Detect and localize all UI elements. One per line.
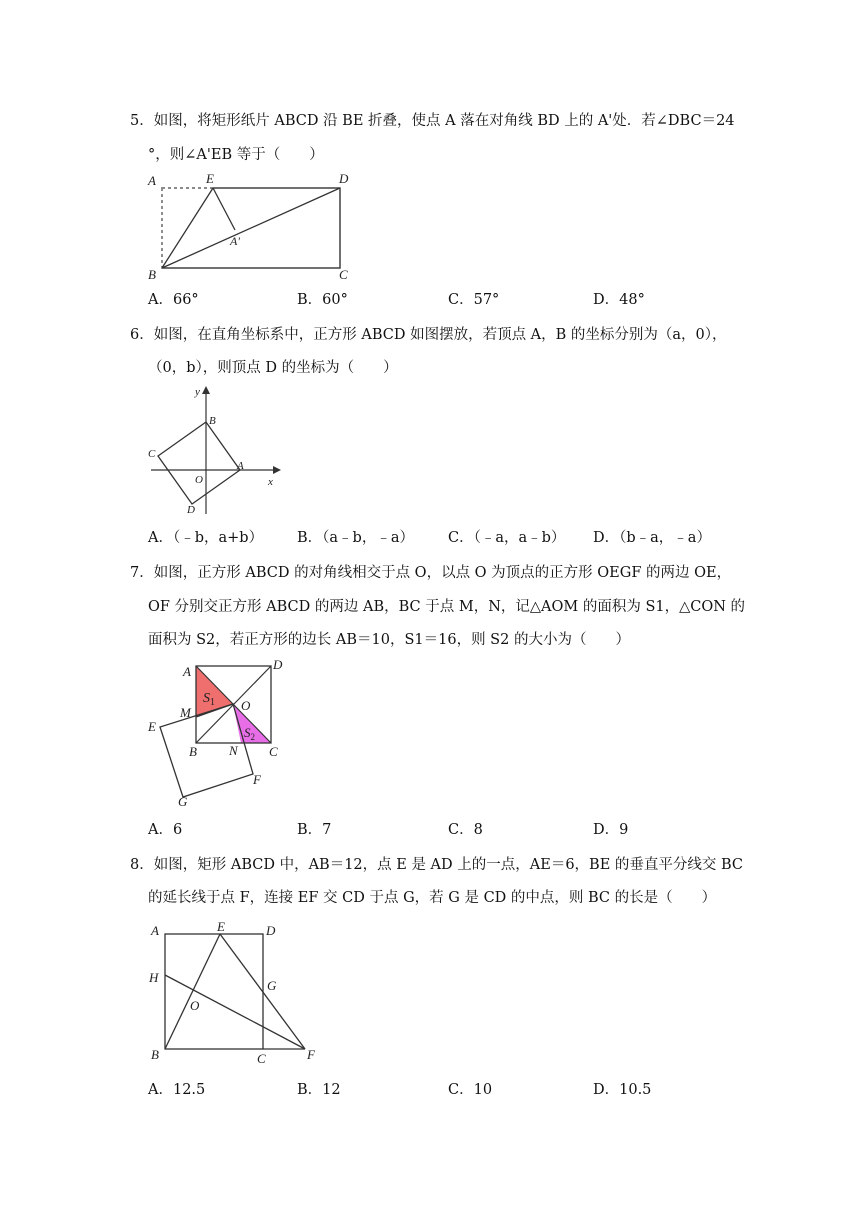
q8-option-c: C．10 bbox=[448, 1082, 493, 1098]
q5-label-E: E bbox=[206, 171, 214, 186]
q8-label-D: D bbox=[266, 923, 276, 938]
q7-label-O: O bbox=[241, 698, 251, 713]
q8-label-F: F bbox=[307, 1047, 315, 1062]
q5-text-line1: 如图，将矩形纸片 ABCD 沿 BE 折叠，使点 A 落在对角线 BD 上的 A'处．若∠DBC＝24 bbox=[153, 113, 735, 129]
q6-option-a: A．（﹣b，a+b） bbox=[148, 530, 264, 546]
q7-line1: 7．如图，正方形 ABCD 的对角线相交于点 O，以点 O 为顶点的正方形 OEGF 的两边 OE， bbox=[130, 565, 732, 581]
q6-figure bbox=[145, 382, 285, 517]
q6-text-line1: 如图，在直角坐标系中，正方形 ABCD 如图摆放，若顶点 A，B 的坐标分别为（a，0）， bbox=[153, 327, 727, 343]
q7-label-F: F bbox=[253, 772, 261, 787]
q7-label-C: C bbox=[269, 744, 278, 759]
q5-option-c: C．57° bbox=[448, 292, 500, 308]
q5-figure bbox=[145, 168, 365, 283]
q8-label-O: O bbox=[190, 998, 200, 1013]
q7-label-S2-sub: 2 bbox=[250, 732, 255, 742]
q6-line2: （0，b），则顶点 D 的坐标为（ ） bbox=[148, 360, 398, 376]
q5-label-D: D bbox=[339, 171, 349, 186]
q7-option-a: A．6 bbox=[148, 822, 183, 838]
q8-option-a: A．12.5 bbox=[148, 1082, 206, 1098]
q5-line2: °，则∠A'EB 等于（ ） bbox=[148, 147, 324, 163]
q5-label-B: B bbox=[148, 267, 156, 282]
q8-figure bbox=[145, 918, 340, 1066]
q7-text-line1: 如图，正方形 ABCD 的对角线相交于点 O，以点 O 为顶点的正方形 OEGF 的两边 OE， bbox=[153, 565, 732, 581]
q7-option-c: C．8 bbox=[448, 822, 483, 838]
q8-label-B: B bbox=[151, 1047, 159, 1062]
q7-label-N: N bbox=[229, 743, 238, 758]
q8-label-C: C bbox=[257, 1051, 266, 1066]
q8-text-line1: 如图，矩形 ABCD 中，AB＝12，点 E 是 AD 上的一点，AE＝6，BE 的垂直平分线交 BC bbox=[153, 857, 744, 873]
q7-label-S1-sub: 1 bbox=[210, 697, 215, 708]
q7-line3: 面积为 S2，若正方形的边长 AB＝10，S1＝16，则 S2 的大小为（ ） bbox=[148, 632, 630, 648]
q5-option-b: B．60° bbox=[297, 292, 348, 308]
q7-label-E: E bbox=[148, 719, 156, 734]
q8-line2: 的延长线于点 F，连接 EF 交 CD 于点 G，若 G 是 CD 的中点，则 BC 的长是（ ） bbox=[148, 890, 717, 906]
q5-label-C: C bbox=[339, 267, 348, 282]
q6-label-O: O bbox=[195, 474, 203, 486]
q5-label-Ap: A' bbox=[230, 234, 240, 248]
q6-label-A: A bbox=[237, 460, 244, 472]
q8-option-d: D．10.5 bbox=[593, 1082, 652, 1098]
q5-option-a: A．66° bbox=[148, 292, 199, 308]
q7-option-b: B．7 bbox=[297, 822, 332, 838]
q6-label-B: B bbox=[209, 415, 216, 427]
q6-line1: 6．如图，在直角坐标系中，正方形 ABCD 如图摆放，若顶点 A，B 的坐标分别为（a，0）， bbox=[130, 327, 727, 343]
q8-label-G: G bbox=[267, 978, 277, 993]
q6-label-C: C bbox=[148, 448, 156, 460]
q6-option-b: B．（a﹣b，﹣a） bbox=[297, 530, 414, 546]
q7-line2: OF 分别交正方形 ABCD 的两边 AB，BC 于点 M，N，记△AOM 的面积为 S1，△CON 的 bbox=[148, 599, 746, 615]
q7-label-S2: S bbox=[244, 725, 251, 740]
q7-label-A: A bbox=[183, 664, 191, 679]
q5-line1: 5．如图，将矩形纸片 ABCD 沿 BE 折叠，使点 A 落在对角线 BD 上的 A'处．若∠DBC＝24 bbox=[130, 113, 735, 129]
q5-label-A: A bbox=[148, 173, 156, 188]
q7-figure bbox=[145, 654, 285, 809]
q8-label-A: A bbox=[151, 923, 159, 938]
q6-option-d: D．（b﹣a，﹣a） bbox=[593, 530, 711, 546]
q7-label-M: M bbox=[180, 705, 191, 720]
q6-label-D: D bbox=[187, 504, 195, 516]
q8-option-b: B．12 bbox=[297, 1082, 341, 1098]
q8-line1: 8．如图，矩形 ABCD 中，AB＝12，点 E 是 AD 上的一点，AE＝6，BE 的垂直平分线交 BC bbox=[130, 857, 744, 873]
q5-option-d: D．48° bbox=[593, 292, 645, 308]
q7-label-S1: S bbox=[203, 691, 210, 706]
q7-option-d: D．9 bbox=[593, 822, 629, 838]
q6-option-c: C．（﹣a，a﹣b） bbox=[448, 530, 566, 546]
q8-label-E: E bbox=[217, 919, 225, 934]
q6-label-y: y bbox=[195, 386, 200, 398]
q6-label-x: x bbox=[268, 476, 273, 488]
q8-label-H: H bbox=[149, 970, 159, 985]
q7-label-G: G bbox=[178, 794, 188, 809]
q7-label-D: D bbox=[273, 657, 283, 672]
q7-label-B: B bbox=[189, 744, 197, 759]
